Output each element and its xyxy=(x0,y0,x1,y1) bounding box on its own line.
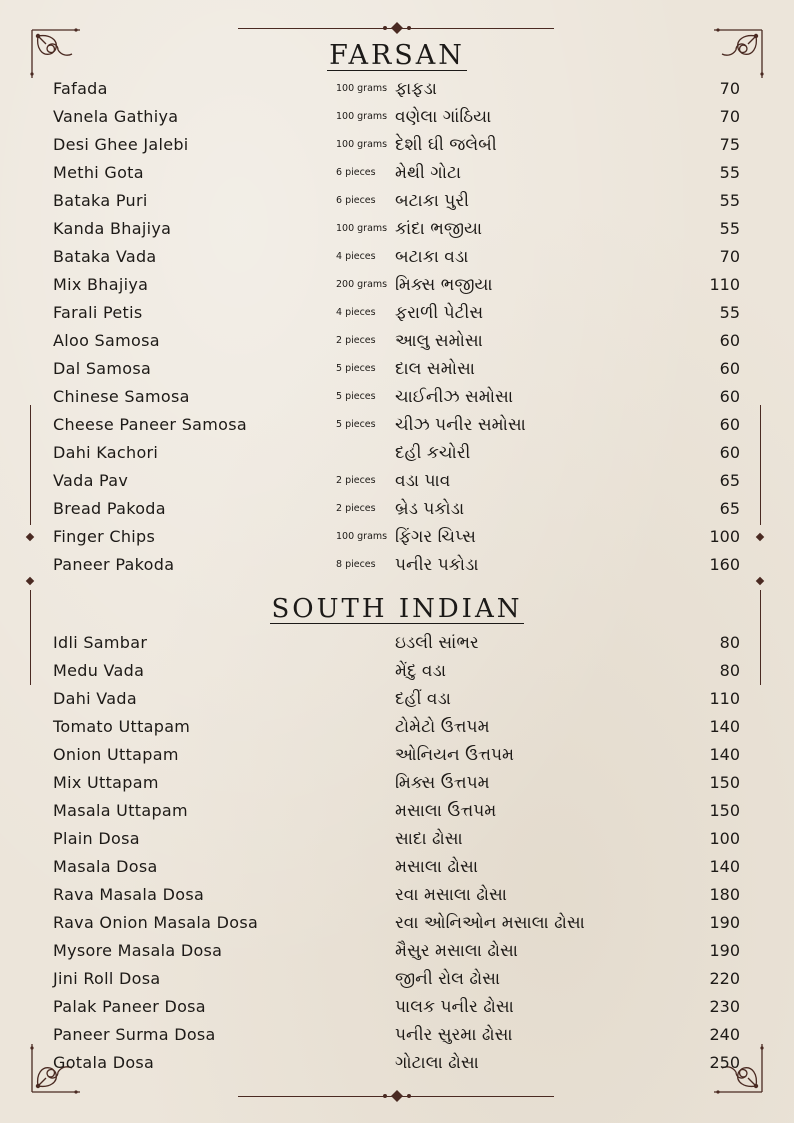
menu-item-gujarati-name: વડા પાવ xyxy=(395,471,451,491)
menu-item-row xyxy=(0,411,794,439)
menu-item-price: 75 xyxy=(719,135,740,154)
menu-item-name: Finger Chips xyxy=(53,527,156,546)
menu-item-row xyxy=(0,937,794,965)
menu-item-name: Plain Dosa xyxy=(53,829,140,848)
menu-item-name: Gotala Dosa xyxy=(53,1053,155,1072)
menu-item-gujarati-name: ફરાળી પેટીસ xyxy=(395,303,484,323)
menu-item-name: Farali Petis xyxy=(53,303,143,322)
menu-item-price: 220 xyxy=(709,969,740,988)
menu-item-price: 100 xyxy=(709,829,740,848)
menu-item-gujarati-name: મૈસુર મસાલા ઢોસા xyxy=(395,941,518,961)
menu-item-quantity: 2 pieces xyxy=(336,335,376,346)
menu-item-row xyxy=(0,769,794,797)
menu-item-row xyxy=(0,881,794,909)
menu-item-price: 180 xyxy=(709,885,740,904)
menu-item-name: Chinese Samosa xyxy=(53,387,190,406)
menu-item-gujarati-name: આલુ સમોસા xyxy=(395,331,483,351)
menu-item-price: 55 xyxy=(719,219,740,238)
menu-item-gujarati-name: ફાફડા xyxy=(395,79,437,99)
menu-item-name: Bataka Vada xyxy=(53,247,157,266)
menu-item-name: Vanela Gathiya xyxy=(53,107,179,126)
menu-item-gujarati-name: પનીર પકોડા xyxy=(395,555,479,575)
menu-item-gujarati-name: દાલ સમોસા xyxy=(395,359,475,379)
menu-item-quantity: 6 pieces xyxy=(336,195,376,206)
menu-item-name: Rava Masala Dosa xyxy=(53,885,205,904)
menu-item-price: 55 xyxy=(719,303,740,322)
menu-item-gujarati-name: રવા ઓનિઓન મસાલા ઢોસા xyxy=(395,913,585,933)
menu-item-quantity: 8 pieces xyxy=(336,559,376,570)
menu-item-price: 70 xyxy=(719,107,740,126)
menu-item-row xyxy=(0,299,794,327)
menu-item-row xyxy=(0,523,794,551)
menu-item-name: Mix Uttapam xyxy=(53,773,159,792)
menu-item-row xyxy=(0,1021,794,1049)
menu-item-gujarati-name: ટોમેટો ઉત્તપમ xyxy=(395,717,490,737)
menu-item-price: 160 xyxy=(709,555,740,574)
menu-item-gujarati-name: બ્રેડ પકોડા xyxy=(395,499,465,519)
menu-item-quantity: 2 pieces xyxy=(336,475,376,486)
menu-item-price: 140 xyxy=(709,857,740,876)
menu-item-row xyxy=(0,909,794,937)
menu-item-gujarati-name: મેથી ગોટા xyxy=(395,163,462,183)
menu-item-quantity: 100 grams xyxy=(336,139,388,150)
menu-item-row xyxy=(0,965,794,993)
menu-item-price: 55 xyxy=(719,163,740,182)
menu-item-price: 60 xyxy=(719,359,740,378)
menu-item-price: 190 xyxy=(709,941,740,960)
menu-item-name: Tomato Uttapam xyxy=(53,717,191,736)
menu-item-row xyxy=(0,741,794,769)
menu-item-row xyxy=(0,159,794,187)
menu-item-name: Kanda Bhajiya xyxy=(53,219,172,238)
menu-item-name: Methi Gota xyxy=(53,163,144,182)
menu-item-row xyxy=(0,629,794,657)
menu-item-quantity: 6 pieces xyxy=(336,167,376,178)
menu-item-gujarati-name: મિક્સ ઉત્તપમ xyxy=(395,773,490,793)
menu-item-price: 240 xyxy=(709,1025,740,1044)
menu-item-row xyxy=(0,825,794,853)
menu-item-row xyxy=(0,439,794,467)
menu-item-gujarati-name: પનીર સુરમા ઢોસા xyxy=(395,1025,513,1045)
menu-item-name: Rava Onion Masala Dosa xyxy=(53,913,259,932)
menu-item-quantity: 2 pieces xyxy=(336,503,376,514)
menu-item-name: Vada Pav xyxy=(53,471,129,490)
menu-item-row xyxy=(0,131,794,159)
menu-item-price: 110 xyxy=(709,689,740,708)
menu-item-price: 150 xyxy=(709,801,740,820)
section-heading-farsan xyxy=(0,40,794,71)
menu-item-row xyxy=(0,853,794,881)
menu-item-price: 60 xyxy=(719,387,740,406)
menu-item-row xyxy=(0,495,794,523)
menu-item-price: 250 xyxy=(709,1053,740,1072)
menu-item-price: 55 xyxy=(719,191,740,210)
menu-item-quantity: 100 grams xyxy=(336,223,388,234)
menu-item-row xyxy=(0,215,794,243)
menu-item-row xyxy=(0,75,794,103)
top-flourish-icon xyxy=(377,21,417,35)
menu-item-price: 60 xyxy=(719,415,740,434)
menu-item-row xyxy=(0,383,794,411)
menu-item-price: 65 xyxy=(719,471,740,490)
menu-item-gujarati-name: પાલક પનીર ઢોસા xyxy=(395,997,514,1017)
menu-item-row xyxy=(0,327,794,355)
section-title: FARSAN xyxy=(329,40,465,71)
menu-item-price: 230 xyxy=(709,997,740,1016)
menu-item-quantity: 5 pieces xyxy=(336,363,376,374)
menu-item-gujarati-name: વણેલા ગાંઠિયા xyxy=(395,107,492,127)
menu-item-gujarati-name: ગોટાલા ઢોસા xyxy=(395,1053,479,1073)
menu-item-row xyxy=(0,467,794,495)
menu-item-quantity: 4 pieces xyxy=(336,251,376,262)
menu-item-gujarati-name: જીની રોલ ઢોસા xyxy=(395,969,501,989)
menu-item-name: Dahi Kachori xyxy=(53,443,159,462)
menu-item-price: 110 xyxy=(709,275,740,294)
menu-item-name: Mysore Masala Dosa xyxy=(53,941,223,960)
menu-item-price: 80 xyxy=(719,661,740,680)
menu-item-row xyxy=(0,797,794,825)
menu-item-gujarati-name: ચીઝ પનીર સમોસા xyxy=(395,415,526,435)
menu-item-gujarati-name: મસાલા ઢોસા xyxy=(395,857,478,877)
menu-item-gujarati-name: દહીં વડા xyxy=(395,689,451,709)
menu-item-gujarati-name: દેશી ઘી જલેબી xyxy=(395,135,497,155)
menu-item-gujarati-name: મસાલા ઉત્તપમ xyxy=(395,801,497,821)
menu-item-price: 80 xyxy=(719,633,740,652)
menu-item-gujarati-name: કાંદા ભજીયા xyxy=(395,219,483,239)
menu-item-row xyxy=(0,103,794,131)
menu-item-price: 100 xyxy=(709,527,740,546)
menu-item-quantity: 5 pieces xyxy=(336,419,376,430)
menu-item-price: 150 xyxy=(709,773,740,792)
menu-item-quantity: 100 grams xyxy=(336,83,388,94)
menu-item-gujarati-name: સાદા ઢોસા xyxy=(395,829,463,849)
menu-item-gujarati-name: બટાકા વડા xyxy=(395,247,469,267)
menu-item-price: 140 xyxy=(709,745,740,764)
menu-item-name: Masala Uttapam xyxy=(53,801,188,820)
menu-item-name: Dahi Vada xyxy=(53,689,137,708)
menu-item-row xyxy=(0,551,794,579)
menu-item-name: Paneer Pakoda xyxy=(53,555,175,574)
menu-item-name: Bread Pakoda xyxy=(53,499,166,518)
menu-item-name: Bataka Puri xyxy=(53,191,148,210)
menu-item-quantity: 4 pieces xyxy=(336,307,376,318)
menu-item-name: Medu Vada xyxy=(53,661,145,680)
menu-item-quantity: 5 pieces xyxy=(336,391,376,402)
menu-item-gujarati-name: દહી કચોરી xyxy=(395,443,471,463)
section-title: SOUTH INDIAN xyxy=(271,594,523,624)
menu-item-name: Cheese Paneer Samosa xyxy=(53,415,247,434)
menu-item-gujarati-name: ઇડલી સાંભર xyxy=(395,633,479,653)
menu-item-price: 70 xyxy=(719,247,740,266)
menu-item-gujarati-name: બટાકા પુરી xyxy=(395,191,469,211)
menu-item-gujarati-name: ઓનિયન ઉત્તપમ xyxy=(395,745,514,765)
menu-item-name: Palak Paneer Dosa xyxy=(53,997,206,1016)
menu-item-price: 60 xyxy=(719,443,740,462)
menu-item-name: Fafada xyxy=(53,79,108,98)
menu-item-price: 140 xyxy=(709,717,740,736)
menu-item-quantity: 200 grams xyxy=(336,279,388,290)
menu-item-gujarati-name: મિક્સ ભજીયા xyxy=(395,275,493,295)
menu-item-price: 190 xyxy=(709,913,740,932)
menu-item-price: 70 xyxy=(719,79,740,98)
menu-item-row xyxy=(0,713,794,741)
menu-item-name: Desi Ghee Jalebi xyxy=(53,135,189,154)
menu-item-row xyxy=(0,685,794,713)
section-heading-south-indian xyxy=(0,594,794,624)
menu-item-name: Paneer Surma Dosa xyxy=(53,1025,216,1044)
menu-item-name: Dal Samosa xyxy=(53,359,152,378)
menu-item-gujarati-name: ચાઈનીઝ સમોસા xyxy=(395,387,513,407)
menu-item-row xyxy=(0,243,794,271)
menu-item-name: Onion Uttapam xyxy=(53,745,179,764)
menu-item-name: Jini Roll Dosa xyxy=(53,969,161,988)
menu-item-row xyxy=(0,1049,794,1077)
menu-item-quantity: 100 grams xyxy=(336,531,388,542)
menu-item-row xyxy=(0,355,794,383)
menu-item-name: Mix Bhajiya xyxy=(53,275,149,294)
menu-item-gujarati-name: મેંદુ વડા xyxy=(395,661,446,681)
bottom-flourish-icon xyxy=(377,1089,417,1103)
menu-item-row xyxy=(0,271,794,299)
menu-item-gujarati-name: ફિંગર ચિપ્સ xyxy=(395,527,476,547)
menu-item-gujarati-name: રવા મસાલા ઢોસા xyxy=(395,885,507,905)
menu-item-name: Idli Sambar xyxy=(53,633,148,652)
menu-item-price: 60 xyxy=(719,331,740,350)
menu-item-row xyxy=(0,993,794,1021)
menu-item-row xyxy=(0,187,794,215)
menu-item-quantity: 100 grams xyxy=(336,111,388,122)
menu-item-price: 65 xyxy=(719,499,740,518)
menu-item-name: Aloo Samosa xyxy=(53,331,160,350)
menu-item-row xyxy=(0,657,794,685)
menu-item-name: Masala Dosa xyxy=(53,857,158,876)
